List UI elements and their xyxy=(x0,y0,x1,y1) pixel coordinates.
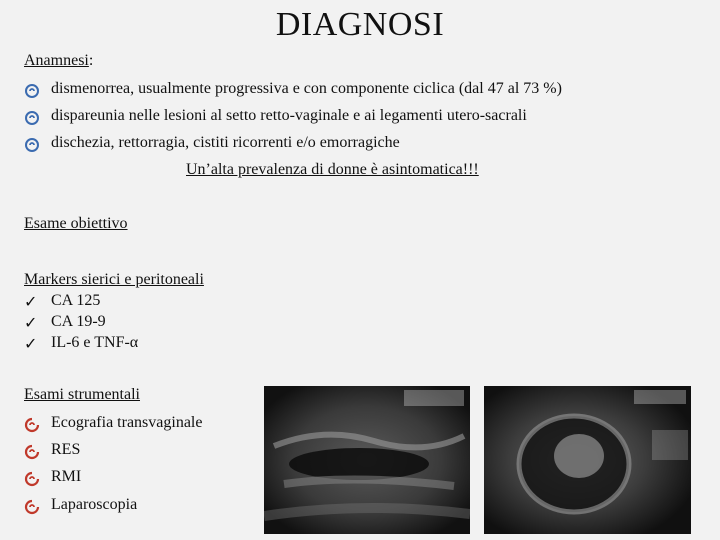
ultrasound-image-2 xyxy=(484,386,691,534)
checkmark-icon: ✓ xyxy=(24,336,38,353)
strumentali-heading: Esami strumentali xyxy=(24,386,140,403)
checkmark-icon: ✓ xyxy=(24,294,38,311)
anamnesi-colon: : xyxy=(88,52,94,69)
swirl-red-icon xyxy=(24,499,40,515)
ultrasound-image-1 xyxy=(264,386,470,534)
swirl-red-icon xyxy=(24,444,40,460)
swirl-red-icon xyxy=(24,417,40,433)
page-title: DIAGNOSI xyxy=(275,6,445,43)
prevalence-note: Un’alta prevalenza di donne è asintomatica!!! xyxy=(186,161,479,178)
esame-obiettivo-heading: Esame obiettivo xyxy=(24,215,128,232)
swirl-blue-icon xyxy=(24,83,40,99)
markers-heading: Markers sierici e peritoneali xyxy=(24,271,204,288)
swirl-blue-icon xyxy=(24,110,40,126)
anamnesi-heading: Anamnesi xyxy=(24,52,89,69)
swirl-blue-icon xyxy=(24,137,40,153)
anamnesi-heading-row xyxy=(24,52,93,70)
swirl-red-icon xyxy=(24,471,40,487)
checkmark-icon: ✓ xyxy=(24,315,38,332)
